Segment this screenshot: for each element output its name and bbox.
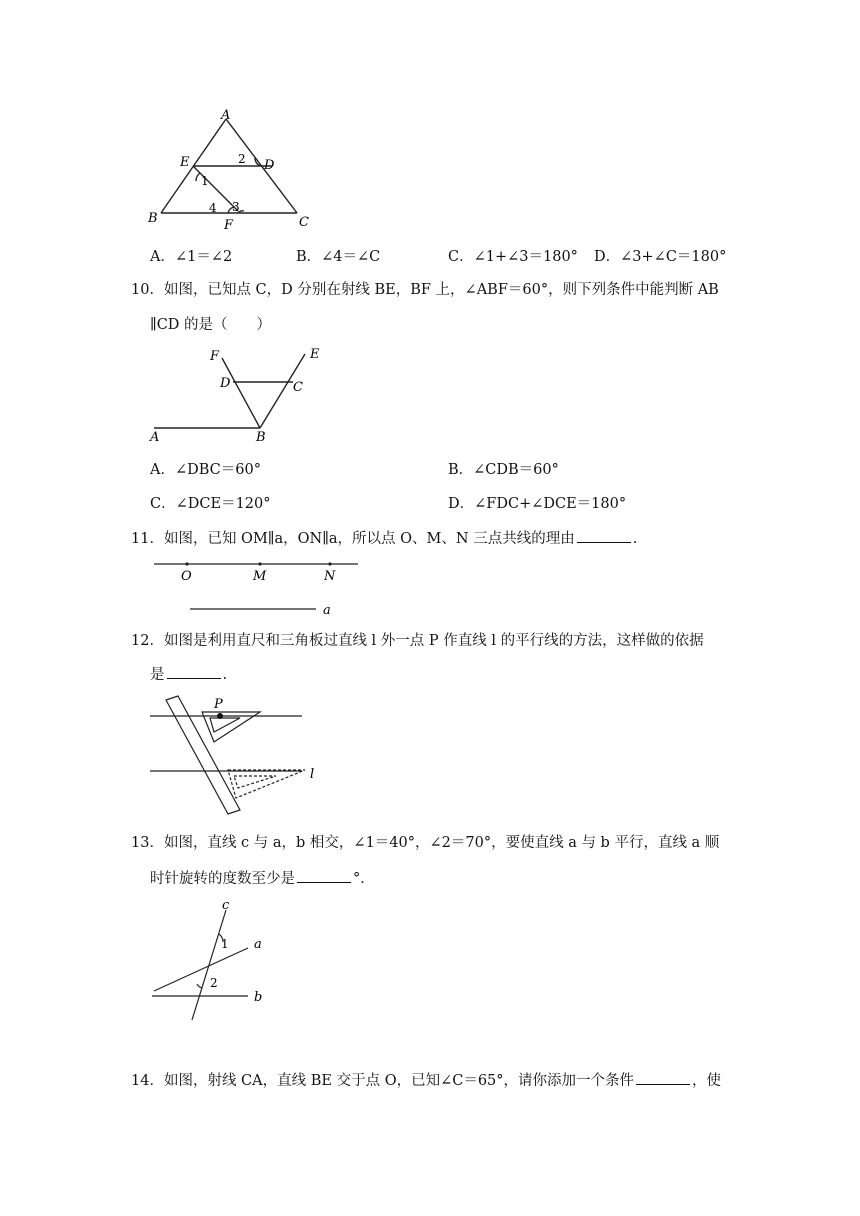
q12-stem-line1: 12．如图是利用直尺和三角板过直线 l 外一点 P 作直线 l 的平行线的方法，这样做的依据 [131,633,704,649]
q13-label-1: 1 [221,937,229,951]
q9-figure [140,105,320,235]
q11-stem [131,528,637,549]
q13-label-2: 2 [210,976,218,990]
q12-stem-end: . [222,667,228,683]
q9-label-E: E [180,155,190,170]
q9-label-3: 3 [232,200,240,214]
q13-stem-line2 [150,868,375,889]
q11-stem-end: . [632,531,638,547]
q10-option-b-key: B． [448,462,474,478]
q13-label-a: a [254,937,262,952]
q11-label-N: N [324,569,336,584]
q10-option-c[interactable] [150,494,271,514]
q14-stem-text: 14．如图，射线 CA，直线 BE 交于点 O，已知∠C＝65°，请你添加一个条件 [131,1073,635,1089]
q9-label-C: C [299,215,309,230]
q11-label-a: a [323,603,331,617]
q14-stem-end: ，使 [692,1073,722,1089]
q9-label-D: D [264,158,275,173]
q13-stem-end: °． [353,871,375,887]
q12-stem-line2-text: 是 [150,667,165,683]
q9-label-B: B [148,211,158,226]
q10-stem-line2: ∥CD 的是（ ） [150,317,272,333]
q9-option-a[interactable] [150,247,232,267]
q13-answer-blank[interactable] [297,868,351,883]
q10-option-a[interactable] [150,460,261,480]
q9-option-a-text: ∠1＝∠2 [174,249,233,265]
q12-answer-blank[interactable] [167,664,221,679]
q9-option-b-text: ∠4＝∠C [321,249,381,265]
q13-stem-line2-text: 时针旋转的度数至少是 [150,871,295,887]
q10-label-D: D [220,376,231,391]
q9-option-b-key: B． [296,249,322,265]
q9-label-2: 2 [238,152,246,166]
q9-label-4: 4 [209,201,217,215]
q13-stem-line1: 13．如图，直线 c 与 a，b 相交，∠1＝40°，∠2＝70°，要使直线 a 与 b 平行，直线 a 顺 [131,835,720,851]
q9-option-c-key: C． [448,249,474,265]
q9-option-d-key: D． [594,249,621,265]
q9-option-c-text: ∠1+∠3＝180° [473,249,578,265]
q12-label-l: l [310,767,315,782]
q11-figure [140,552,360,617]
q10-option-d[interactable] [448,494,626,514]
q10-option-b-text: ∠CDB＝60° [473,462,559,478]
q9-label-1: 1 [201,174,209,188]
q9-label-A: A [221,108,231,123]
q11-stem-text: 11．如图，已知 OM∥a，ON∥a，所以点 O、M、N 三点共线的理由 [131,531,575,547]
q10-figure [140,340,340,445]
q9-label-F: F [224,218,234,233]
q12-label-P: P [214,697,223,712]
q10-option-d-text: ∠FDC+∠DCE＝180° [474,496,627,512]
q9-option-a-key: A． [150,249,175,265]
q9-option-b[interactable] [296,247,380,267]
q12-figure [140,690,340,820]
q10-label-A: A [150,430,160,445]
q9-option-d-text: ∠3+∠C＝180° [620,249,727,265]
q13-label-c: c [222,898,230,913]
q11-answer-blank[interactable] [577,528,631,543]
q12-stem-line2 [150,664,227,685]
q10-option-a-key: A． [150,462,175,478]
q13-figure [140,896,290,1026]
q11-label-M: M [253,569,267,584]
q10-option-c-text: ∠DCE＝120° [175,496,271,512]
q10-label-C: C [293,380,303,395]
q9-option-c[interactable] [448,247,578,267]
q10-label-F: F [210,349,220,364]
q10-option-c-key: C． [150,496,176,512]
q11-label-O: O [181,569,192,584]
q10-option-b[interactable] [448,460,559,480]
q10-stem-line1: 10．如图，已知点 C，D 分别在射线 BE，BF 上，∠ABF＝60°，则下列条件中能判断 AB [131,282,719,298]
q10-label-E: E [310,347,320,362]
q10-option-d-key: D． [448,496,475,512]
q14-answer-blank[interactable] [636,1070,690,1085]
q10-label-B: B [256,430,266,445]
q14-stem [131,1070,721,1091]
q13-label-b: b [254,990,263,1005]
q10-option-a-text: ∠DBC＝60° [174,462,261,478]
q9-option-d[interactable] [594,247,726,267]
